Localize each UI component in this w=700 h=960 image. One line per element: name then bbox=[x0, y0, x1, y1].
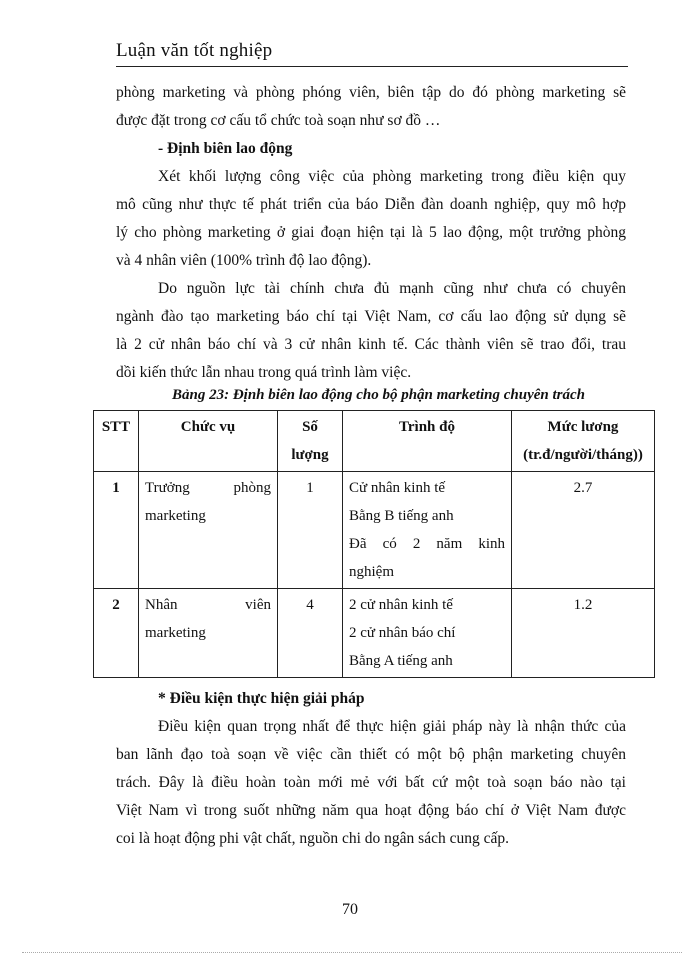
paragraph-line: Việt Nam vì trong suốt những năm qua hoạt động báo chí ở Việt Nam được bbox=[116, 802, 626, 819]
cell-trinh-do: 2 cử nhân kinh tế 2 cử nhân báo chí Bằng A tiếng anh bbox=[343, 589, 512, 678]
header-divider bbox=[116, 66, 628, 67]
paragraph-line: coi là hoạt động phi vật chất, nguồn chi do ngân sách cung cấp. bbox=[116, 830, 509, 847]
table-row bbox=[94, 589, 655, 678]
section-heading: * Điều kiện thực hiện giải pháp bbox=[158, 690, 365, 707]
page-number: 70 bbox=[342, 901, 358, 918]
cell-muc-luong: 2.7 bbox=[512, 472, 655, 589]
running-header: Luận văn tốt nghiệp bbox=[116, 40, 273, 61]
paragraph-line: trách. Đây là điều hoàn toàn mới mẻ với bất cứ một toà soạn báo nào tại bbox=[116, 774, 626, 791]
paragraph-line: phòng marketing và phòng phóng viên, biên tập do đó phòng marketing sẽ bbox=[116, 84, 626, 101]
table-caption: Bảng 23: Định biên lao động cho bộ phận marketing chuyên trách bbox=[172, 387, 585, 403]
table-row bbox=[94, 472, 655, 589]
paragraph-line: dồi kiến thức lẫn nhau trong quá trình làm việc. bbox=[116, 364, 412, 381]
paragraph-line: là 2 cử nhân báo chí và 3 cử nhân kinh tế. Các thành viên sẽ trao đổi, trau bbox=[116, 336, 626, 353]
cell-trinh-do: Cử nhân kinh tế Bằng B tiếng anh Đã có 2 năm kinh nghiệm bbox=[343, 472, 512, 589]
cell-chuc-vu: Nhân viên marketing bbox=[139, 589, 278, 678]
cell-muc-luong: 1.2 bbox=[512, 589, 655, 678]
header-chuc-vu: Chức vụ bbox=[139, 411, 278, 472]
header-trinh-do: Trình độ bbox=[343, 411, 512, 472]
page-bottom-divider bbox=[22, 952, 682, 953]
paragraph-line: mô cũng như thực tế phát triển của báo Diễn đàn doanh nghiệp, quy mô hợp bbox=[116, 196, 626, 213]
table-header-row bbox=[94, 411, 655, 472]
paragraph-line: ngành đào tạo marketing báo chí tại Việt Nam, cơ cấu lao động sử dụng sẽ bbox=[116, 308, 626, 325]
cell-so-luong: 1 bbox=[278, 472, 343, 589]
header-muc-luong: Mức lương (tr.đ/người/tháng)) bbox=[512, 411, 655, 472]
paragraph-line: được đặt trong cơ cấu tổ chức toà soạn như sơ đồ … bbox=[116, 112, 441, 129]
paragraph-line: Do nguồn lực tài chính chưa đủ mạnh cũng như chưa có chuyên bbox=[158, 280, 626, 297]
cell-chuc-vu: Trưởng phòng marketing bbox=[139, 472, 278, 589]
staffing-table bbox=[93, 410, 655, 678]
header-so-luong: Số lượng bbox=[278, 411, 343, 472]
cell-stt: 1 bbox=[94, 472, 139, 589]
cell-stt: 2 bbox=[94, 589, 139, 678]
paragraph-line: Điều kiện quan trọng nhất để thực hiện giải pháp này là nhận thức của bbox=[158, 718, 626, 735]
cell-so-luong: 4 bbox=[278, 589, 343, 678]
paragraph-line: Xét khối lượng công việc của phòng marketing trong điều kiện quy bbox=[158, 168, 626, 185]
paragraph-line: và 4 nhân viên (100% trình độ lao động). bbox=[116, 252, 372, 269]
paragraph-line: ban lãnh đạo toà soạn về việc cần thiết có một bộ phận marketing chuyên bbox=[116, 746, 626, 763]
header-stt: STT bbox=[94, 411, 139, 472]
paragraph-line: lý cho phòng marketing ở giai đoạn hiện tại là 5 lao động, một trưởng phòng bbox=[116, 224, 626, 241]
section-heading: - Định biên lao động bbox=[158, 140, 293, 157]
